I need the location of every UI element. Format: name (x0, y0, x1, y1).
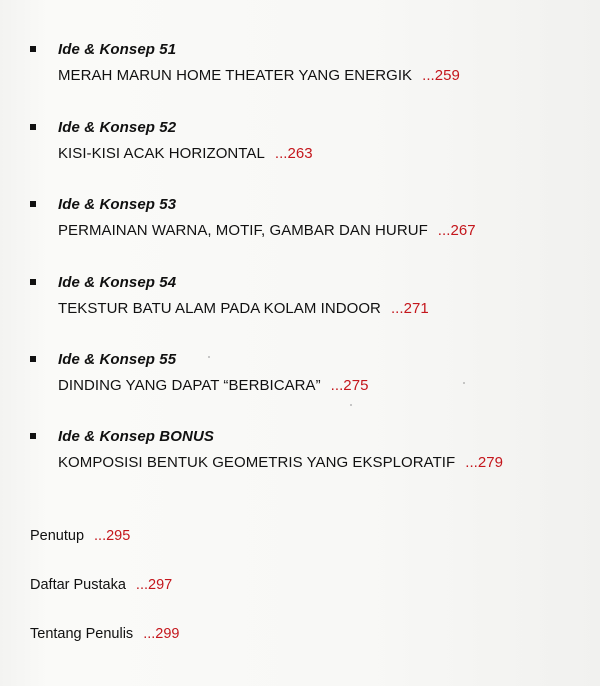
entry-title: TEKSTUR BATU ALAM PADA KOLAM INDOOR (58, 300, 381, 317)
entry-page-number[interactable]: ...263 (274, 145, 313, 162)
entry-label: Ide & Konsep 51 (58, 41, 177, 58)
bullet-icon (30, 124, 36, 130)
toc-entry-tentang-penulis[interactable] (30, 626, 179, 642)
entry-title-line (58, 300, 429, 317)
paper-speck (208, 356, 210, 358)
entry-title: KOMPOSISI BENTUK GEOMETRIS YANG EKSPLORATIF (58, 454, 456, 471)
bullet-icon (30, 433, 36, 439)
bullet-icon (30, 279, 36, 285)
entry-title: Tentang Penulis (30, 626, 134, 642)
entry-page-number[interactable]: ...267 (437, 222, 476, 239)
entry-page-number[interactable]: ...275 (330, 377, 369, 394)
paper-speck (350, 404, 352, 406)
entry-label: Ide & Konsep 53 (58, 196, 177, 213)
entry-title: DINDING YANG DAPAT “BERBICARA” (58, 377, 321, 394)
entry-title-line (58, 454, 503, 471)
entry-label: Ide & Konsep 52 (58, 119, 177, 136)
entry-title: PERMAINAN WARNA, MOTIF, GAMBAR DAN HURUF (58, 222, 428, 239)
entry-title: Daftar Pustaka (30, 577, 126, 593)
entry-title: MERAH MARUN HOME THEATER YANG ENERGIK (58, 67, 413, 84)
entry-title-line (58, 222, 476, 239)
bullet-icon (30, 201, 36, 207)
paper-speck (463, 382, 465, 384)
bullet-icon (30, 356, 36, 362)
toc-entry-penutup[interactable] (30, 528, 130, 544)
entry-label: Ide & Konsep BONUS (58, 428, 214, 445)
entry-title: KISI-KISI ACAK HORIZONTAL (58, 145, 265, 162)
entry-page-number[interactable]: ...299 (143, 626, 180, 642)
entry-title-line (58, 67, 460, 84)
entry-label: Ide & Konsep 55 (58, 351, 177, 368)
entry-page-number[interactable]: ...297 (135, 577, 173, 593)
entry-page-number[interactable]: ...279 (465, 454, 504, 471)
entry-label: Ide & Konsep 54 (58, 274, 177, 291)
toc-entry-daftar-pustaka[interactable] (30, 577, 172, 593)
entry-title-line (58, 145, 313, 162)
entry-title: Penutup (30, 528, 85, 544)
bullet-icon (30, 46, 36, 52)
entry-title-line (58, 377, 369, 394)
entry-page-number[interactable]: ...295 (94, 528, 131, 544)
entry-page-number[interactable]: ...271 (390, 300, 429, 317)
entry-page-number[interactable]: ...259 (422, 67, 460, 84)
